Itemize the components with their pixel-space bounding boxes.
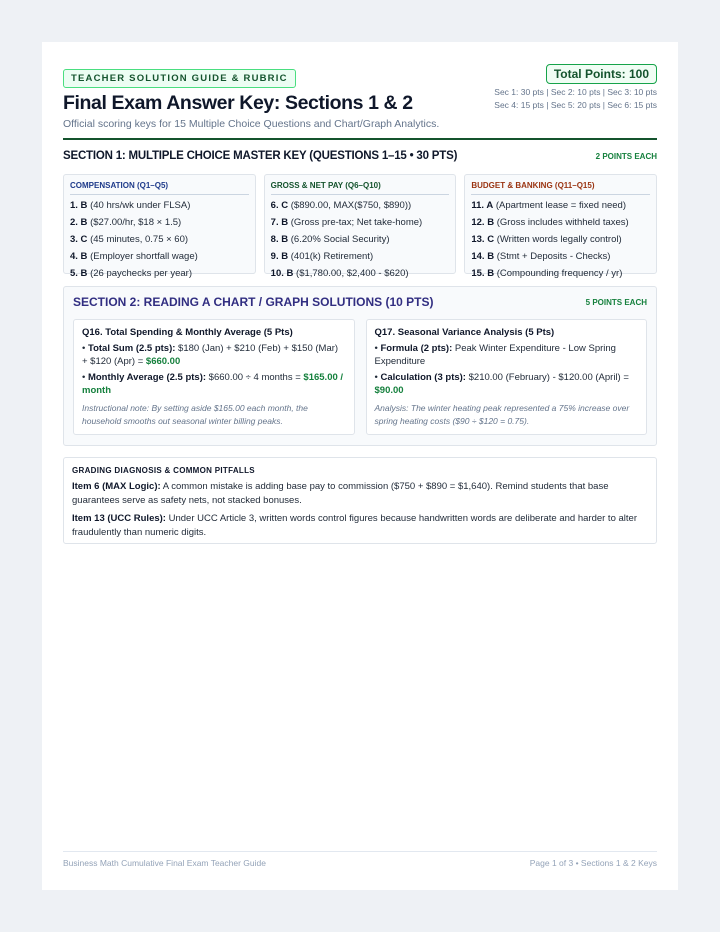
answer-item: 8. B (6.20% Social Security) <box>270 234 390 245</box>
points-summary <box>494 64 657 111</box>
section2-points-each: 5 POINTS EACH <box>585 298 647 307</box>
answer-item: 12. B (Gross includes withheld taxes) <box>471 217 629 228</box>
answer-item: 13. C (Written words legally control) <box>471 234 622 245</box>
q16-card <box>73 319 355 435</box>
column-heading: GROSS & NET PAY (Q6–Q10) <box>271 181 450 195</box>
answer-columns <box>63 174 657 279</box>
header-divider <box>63 138 657 140</box>
answer-item: 9. B (401(k) Retirement) <box>270 251 374 262</box>
answer-item: 5. B (26 paychecks per year) <box>70 268 192 279</box>
budget-banking-column <box>464 174 657 279</box>
q17-note: Analysis: The winter heating peak represented a 75% increase over spring heating costs ($90 ÷ $120 = 0.75). <box>374 403 630 426</box>
section1-points-each: 2 POINTS EACH <box>595 152 657 161</box>
section-points-line-2: Sec 4: 15 pts | Sec 5: 20 pts | Sec 6: 15 pts <box>494 99 657 110</box>
section1-header <box>63 150 657 168</box>
section-points-line-1: Sec 1: 30 pts | Sec 2: 10 pts | Sec 3: 10 pts <box>494 87 657 97</box>
answer-item: 1. B (40 hrs/wk under FLSA) <box>70 200 191 211</box>
answer-item: 3. C (45 minutes, 0.75 × 60) <box>70 234 189 245</box>
q17-card <box>366 319 648 435</box>
column-heading: COMPENSATION (Q1–Q5) <box>70 181 249 195</box>
guide-badge: TEACHER SOLUTION GUIDE & RUBRIC <box>63 69 296 88</box>
total-points-badge: Total Points: 100 <box>546 64 657 84</box>
diagnosis-item-13: Item 13 (UCC Rules): Under UCC Article 3, written words control figures because handwritten words are deliberate and harder to alter fraudulently than numeric digits. <box>72 513 637 538</box>
section2-header <box>73 295 647 315</box>
q17-formula: • Formula (2 pts): Peak Winter Expenditure - Low Spring Expenditure <box>374 343 616 367</box>
compensation-column <box>63 174 256 279</box>
q16-note: Instructional note: By setting aside $165.00 each month, the household smooths out seasonal winter billing peaks. <box>82 403 308 426</box>
answer-item: 11. A (Apartment lease = fixed need) <box>471 200 626 211</box>
answer-key-page <box>42 42 678 890</box>
answer-item: 14. B (Stmt + Deposits - Checks) <box>471 251 611 262</box>
page-footer <box>63 851 657 868</box>
answer-item: 10. B ($1,780.00, $2,400 - $620) <box>270 268 409 279</box>
diagnosis-title: GRADING DIAGNOSIS & COMMON PITFALLS <box>72 466 255 475</box>
column-heading: BUDGET & BANKING (Q11–Q15) <box>471 181 650 195</box>
answer-item: 7. B (Gross pre-tax; Net take-home) <box>270 217 423 228</box>
footer-left: Business Math Cumulative Final Exam Teacher Guide <box>63 858 266 868</box>
section1-title: SECTION 1: MULTIPLE CHOICE MASTER KEY (QUESTIONS 1–15 • 30 PTS) <box>63 150 458 162</box>
section2-panel <box>63 286 657 446</box>
page-title: Final Exam Answer Key: Sections 1 & 2 <box>63 92 413 114</box>
gross-net-pay-column <box>264 174 457 279</box>
diagnosis-item-6: Item 6 (MAX Logic): A common mistake is adding base pay to commission ($750 + $890 = $1,640). Remind students that base guarantees serve as safety nets, not stacked bonuses. <box>72 481 609 506</box>
answer-item: 4. B (Employer shortfall wage) <box>70 251 198 262</box>
grading-diagnosis-panel <box>63 457 657 544</box>
answer-item: 6. C ($890.00, MAX($750, $890)) <box>270 200 412 211</box>
q16-total-sum: • Total Sum (2.5 pts): $180 (Jan) + $210 (Feb) + $150 (Mar) + $120 (Apr) = $660.00 <box>82 343 339 367</box>
page-header <box>63 68 657 134</box>
answer-item: 2. B ($27.00/hr, $18 × 1.5) <box>70 217 182 228</box>
question-cards <box>73 319 647 435</box>
page-subtitle: Official scoring keys for 15 Multiple Choice Questions and Chart/Graph Analytics. <box>63 118 440 130</box>
answer-item: 15. B (Compounding frequency / yr) <box>471 268 623 279</box>
q16-title: Q16. Total Spending & Monthly Average (5 Pts) <box>82 327 293 338</box>
footer-right: Page 1 of 3 • Sections 1 & 2 Keys <box>529 858 657 868</box>
section2-title: SECTION 2: READING A CHART / GRAPH SOLUTIONS (10 PTS) <box>73 295 434 309</box>
q16-monthly-average: • Monthly Average (2.5 pts): $660.00 ÷ 4 months = $165.00 / month <box>82 372 344 396</box>
q17-calculation: • Calculation (3 pts): $210.00 (February) - $120.00 (April) = $90.00 <box>374 372 629 396</box>
q17-title: Q17. Seasonal Variance Analysis (5 Pts) <box>374 327 555 338</box>
